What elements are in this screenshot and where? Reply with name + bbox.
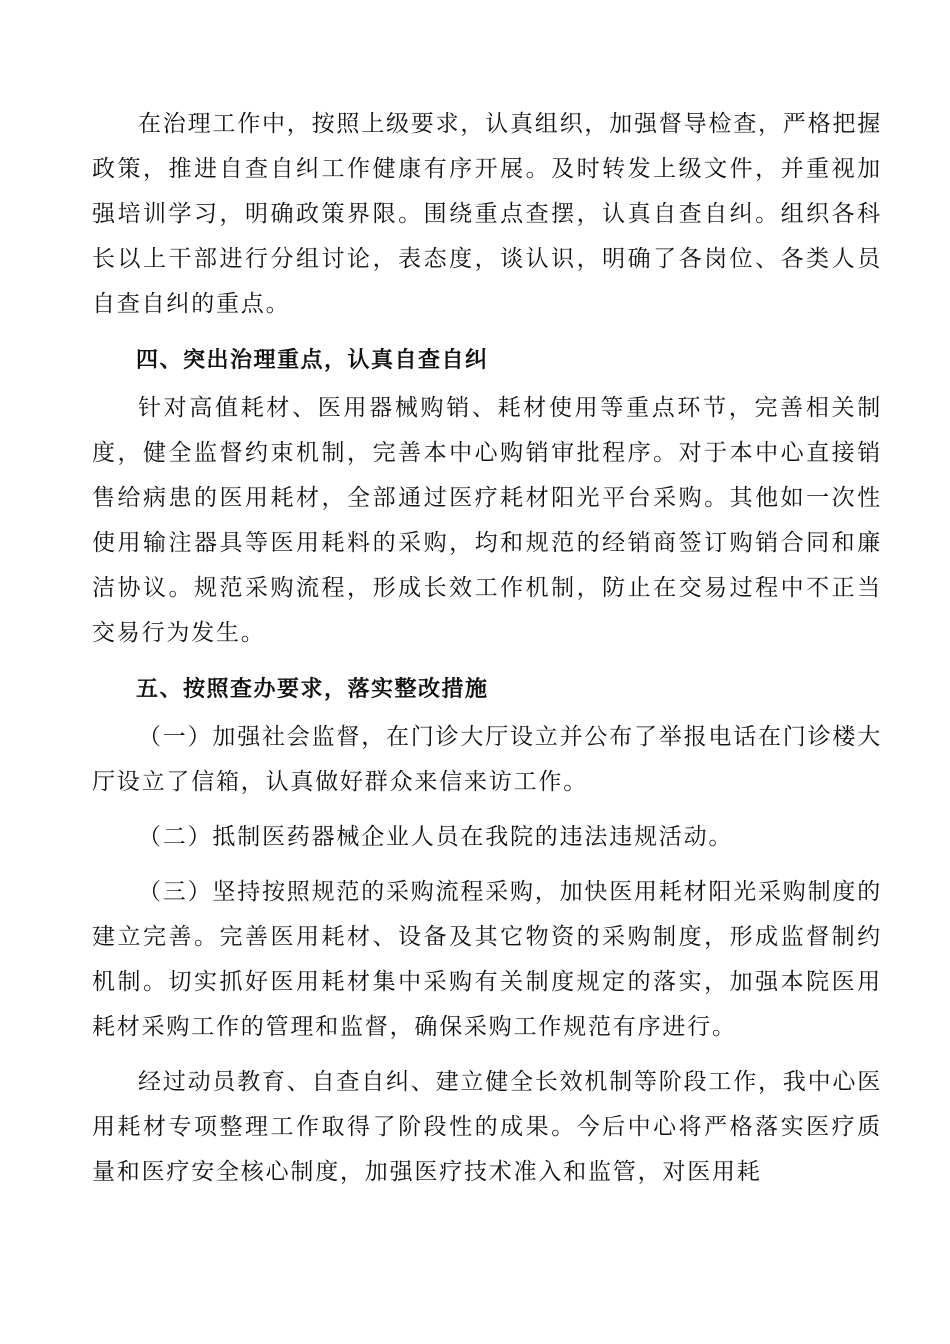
- spacer: [92, 860, 882, 870]
- spacer: [92, 1050, 882, 1060]
- body-paragraph: 经过动员教育、自查自纠、建立健全长效机制等阶段工作，我中心医用耗材专项整理工作取得了阶段性的成果。今后中心将严格落实医疗质量和医疗安全核心制度，加强医疗技术准入和监管，对医用耗: [92, 1069, 882, 1185]
- spacer: [92, 805, 882, 815]
- list-item: （一）加强社会监督，在门诊大厅设立并公布了举报电话在门诊楼大厅设立了信箱，认真做好群众来信来访工作。: [92, 724, 882, 795]
- list-item: （三）坚持按照规范的采购流程采购，加快医用耗材阳光采购制度的建立完善。完善医用耗材、设备及其它物资的采购制度，形成监督制约机制。切实抓好医用耗材集中采购有关制度规定的落实，加强本院医用耗材采购工作的管理和监督，确保采购工作规范有序进行。: [92, 879, 882, 1040]
- body-paragraph: 在治理工作中，按照上级要求，认真组织，加强督导检查，严格把握政策，推进自查自纠工作健康有序开展。及时转发上级文件，并重视加强培训学习，明确政策界限。围绕重点查摆，认真自查自纠。组织各科长以上干部进行分组讨论，表态度，谈认识，明确了各岗位、各类人员自查自纠的重点。: [92, 111, 882, 317]
- section-heading-5: 五、按照查办要求，落实整改措施: [136, 677, 489, 702]
- section-heading-4: 四、突出治理重点，认真自查自纠: [136, 348, 489, 373]
- list-item: （二）抵制医药器械企业人员在我院的违法违规活动。: [138, 824, 734, 850]
- document-page: [92, 102, 882, 1195]
- body-paragraph: 针对高值耗材、医用器械购销、耗材使用等重点环节，完善相关制度，健全监督约束机制，完善本中心购销审批程序。对于本中心直接销售给病患的医用耗材，全部通过医疗耗材阳光平台采购。其他如一次性使用输注器具等医用耗料的采购，均和规范的经销商签订购销合同和廉洁协议。规范采购流程，形成长效工作机制，防止在交易过程中不正当交易行为发生。: [92, 395, 882, 646]
